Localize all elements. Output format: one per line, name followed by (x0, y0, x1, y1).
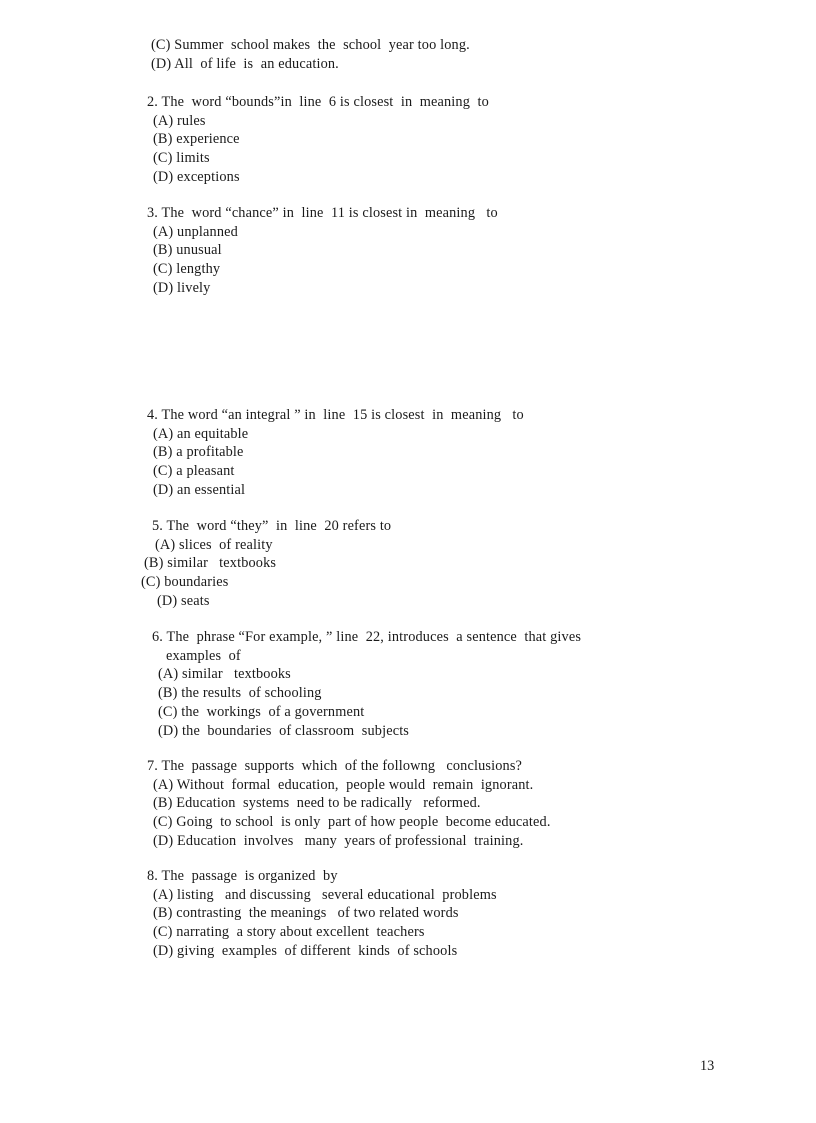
page-number: 13 (700, 1058, 715, 1074)
question-6-stem: 6. The phrase “For example, ” line 22, introduces a sentence that gives (152, 629, 582, 645)
question-4 (0, 406, 816, 500)
question-3-stem: 3. The word “chance” in line 11 is closest in meaning to (147, 205, 498, 221)
question-3-option[interactable]: (A) unplanned (153, 223, 238, 240)
question-7-option[interactable]: (D) Education involves many years of professional training. (153, 832, 524, 849)
question-5-option[interactable]: (B) similar textbooks (144, 555, 277, 572)
question-5-option[interactable]: (C) boundaries (141, 574, 229, 591)
question-1-remaining-options-option[interactable]: (C) Summer school makes the school year too long. (151, 37, 470, 53)
question-6-stem-continuation: examples of (166, 647, 241, 664)
question-6-option[interactable]: (C) the workings of a government (158, 703, 365, 720)
question-7-stem: 7. The passage supports which of the followng conclusions? (147, 758, 523, 774)
question-2-option[interactable]: (C) limits (153, 150, 210, 167)
question-8-option[interactable]: (D) giving examples of different kinds of schools (153, 942, 458, 959)
question-1-remaining-options-option[interactable]: (D) All of life is an education. (151, 55, 339, 72)
question-6-option[interactable]: (B) the results of schooling (158, 685, 322, 702)
question-8-option[interactable]: (A) listing and discussing several educational problems (153, 886, 497, 903)
question-4-option[interactable]: (A) an equitable (153, 425, 249, 442)
question-6 (0, 628, 816, 740)
question-3-option[interactable]: (B) unusual (153, 242, 222, 259)
question-4-option[interactable]: (D) an essential (153, 481, 246, 498)
question-3-option[interactable]: (C) lengthy (153, 261, 221, 278)
question-2-option[interactable]: (D) exceptions (153, 168, 240, 185)
question-3 (0, 204, 816, 298)
question-2 (0, 93, 816, 187)
question-3-option[interactable]: (D) lively (153, 279, 211, 296)
question-6-option[interactable]: (A) similar textbooks (158, 666, 291, 683)
question-8-option[interactable]: (B) contrasting the meanings of two related words (153, 905, 459, 922)
question-1-remaining-options (0, 36, 816, 73)
question-5 (0, 517, 816, 611)
question-8-option[interactable]: (C) narrating a story about excellent teachers (153, 924, 425, 941)
question-7 (0, 757, 816, 851)
question-2-option[interactable]: (A) rules (153, 112, 206, 129)
question-7-option[interactable]: (C) Going to school is only part of how people become educated. (153, 814, 551, 831)
question-2-stem: 2. The word “bounds”in line 6 is closest in meaning to (147, 94, 489, 110)
question-7-option[interactable]: (B) Education systems need to be radically reformed. (153, 795, 481, 812)
question-5-option[interactable]: (A) slices of reality (155, 536, 273, 553)
question-6-option[interactable]: (D) the boundaries of classroom subjects (158, 722, 410, 739)
question-8-stem: 8. The passage is organized by (147, 868, 338, 884)
question-5-option[interactable]: (D) seats (157, 592, 210, 609)
question-4-stem: 4. The word “an integral ” in line 15 is closest in meaning to (147, 407, 524, 423)
question-7-option[interactable]: (A) Without formal education, people would remain ignorant. (153, 776, 534, 793)
question-4-option[interactable]: (B) a profitable (153, 444, 244, 461)
question-2-option[interactable]: (B) experience (153, 131, 240, 148)
question-5-stem: 5. The word “they” in line 20 refers to (152, 518, 392, 534)
question-4-option[interactable]: (C) a pleasant (153, 463, 235, 480)
question-8 (0, 867, 816, 961)
